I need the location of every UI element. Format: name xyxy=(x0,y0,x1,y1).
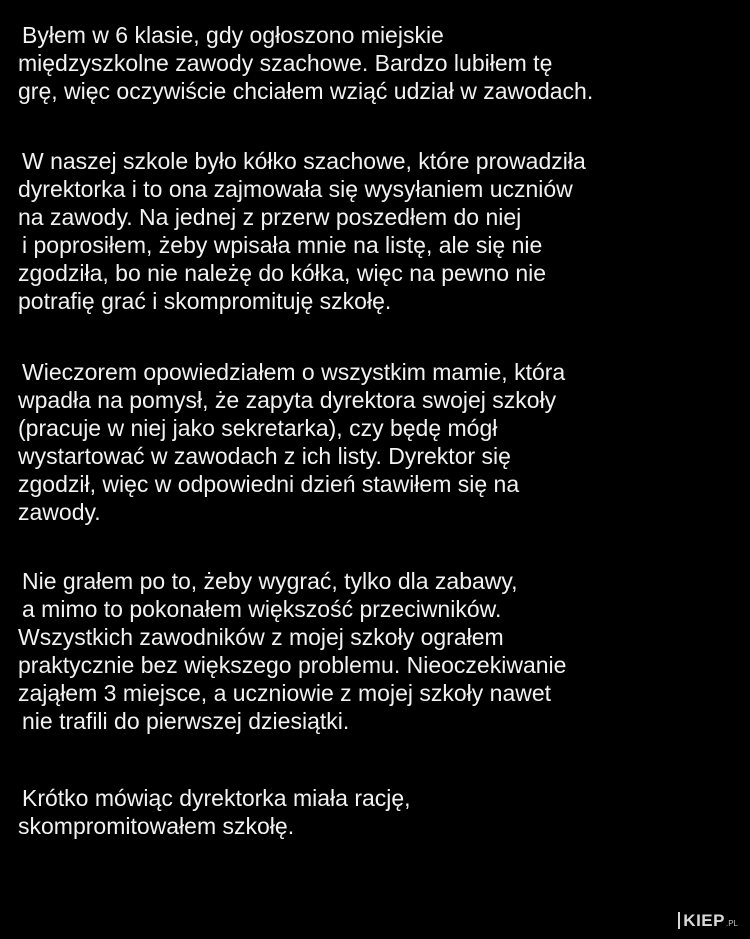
story-line: wystartować w zawodach z ich listy. Dyrektor się xyxy=(18,443,511,469)
story-line: Nie grałem po to, żeby wygrać, tylko dla zabawy, xyxy=(22,568,518,594)
story-line: Krótko mówiąc dyrektorka miała rację, xyxy=(22,785,411,811)
story-line: zająłem 3 miejsce, a uczniowie z mojej szkoły nawet xyxy=(18,680,552,706)
story-line: Byłem w 6 klasie, gdy ogłoszono miejskie xyxy=(22,22,444,48)
story-line: (pracuje w niej jako sekretarka), czy będę mógł xyxy=(18,415,498,441)
story-line: potrafię grać i skompromituję szkołę. xyxy=(18,288,392,314)
story-line: i poprosiłem, żeby wpisała mnie na listę, ale się nie xyxy=(22,232,543,258)
story-line: wpadła na pomysł, że zapyta dyrektora swojej szkoły xyxy=(18,387,557,413)
story-line: Wieczorem opowiedziałem o wszystkim mamie, która xyxy=(22,359,566,385)
story-line: dyrektorka i to ona zajmowała się wysyłaniem uczniów xyxy=(18,176,573,202)
story-line: zgodziła, bo nie należę do kółka, więc na pewno nie xyxy=(18,260,547,286)
site-watermark-logo xyxy=(678,912,738,929)
watermark-main-text: KIEP xyxy=(678,912,725,929)
story-line: praktycznie bez większego problemu. Nieoczekiwanie xyxy=(18,652,567,678)
story-line: międzyszkolne zawody szachowe. Bardzo lubiłem tę xyxy=(18,50,553,76)
story-line: grę, więc oczywiście chciałem wziąć udział w zawodach. xyxy=(18,78,594,104)
story-line: zawody. xyxy=(18,499,101,525)
story-line: a mimo to pokonałem większość przeciwników. xyxy=(22,596,502,622)
story-line: Wszystkich zawodników z mojej szkoły ograłem xyxy=(18,624,504,650)
story-line: W naszej szkole było kółko szachowe, które prowadziła xyxy=(22,148,586,174)
story-line: skompromitowałem szkołę. xyxy=(18,813,295,839)
story-line: zgodził, więc w odpowiedni dzień stawiłem się na xyxy=(18,471,520,497)
story-line: nie trafili do pierwszej dziesiątki. xyxy=(22,708,350,734)
story-line: na zawody. Na jednej z przerw poszedłem do niej xyxy=(18,204,522,230)
watermark-tld-text: .PL xyxy=(725,919,738,928)
